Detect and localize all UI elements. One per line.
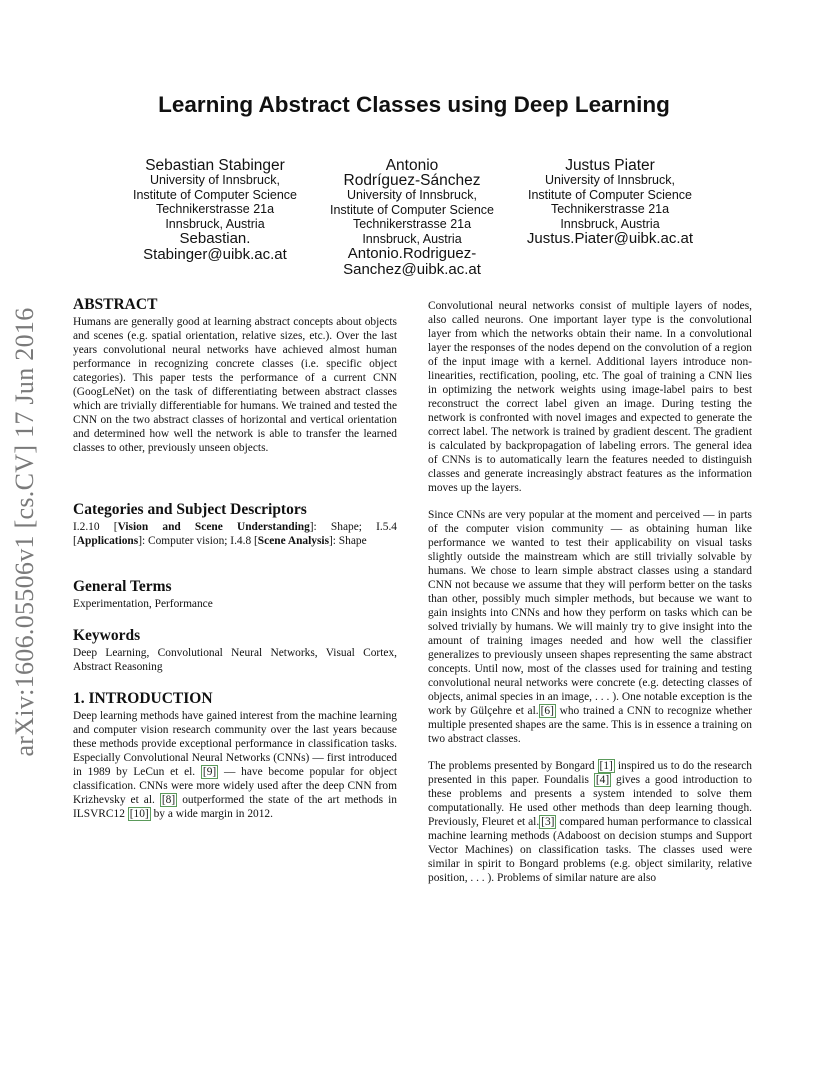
author-block-2 [312,158,512,277]
author-city: Innsbruck, Austria [165,216,265,231]
paragraph [428,508,752,746]
citation-link[interactable]: [10] [129,808,149,820]
abstract-text: Humans are generally good at learning abstract concepts about objects and scenes (e.g. spatial orientation, relative sizes, etc.). Over the last years convolutional neural networks have achieved almost human performance in recognizing concrete classes (i.e. specific object categories). This paper tests the performance of a current CNN (GoogLeNet) on the task of differentiating between abstract classes which are trivially differentiable for humans. We trained and tested the CNN on the two abstract classes of horizontal and vertical orientation and determined how well the network is able to transfer the learned classes to other, previously unseen objects. [73,316,397,454]
author-name: Antonio [385,157,439,174]
citation-link[interactable]: [9] [202,766,217,778]
categories-section [73,501,397,548]
bold-span: Applications [76,535,139,547]
text-span: by a wide margin in 2012. [150,808,273,820]
author-city: Innsbruck, Austria [362,231,462,246]
author-city: Innsbruck, Austria [560,216,660,231]
section-heading: ABSTRACT [73,296,158,313]
author-street: Technikerstrasse 21a [352,217,472,231]
categories-text [73,520,397,548]
introduction-text [73,709,397,821]
citation-link[interactable]: [4] [595,774,610,786]
author-email: Sanchez@uibk.ac.at [343,260,481,278]
author-name: Sebastian Stabinger [145,157,285,174]
abstract-section [73,296,397,455]
paragraph [428,759,752,885]
text-span: The problems presented by Bongard [428,760,598,772]
bold-span: Vision and Scene Understanding [117,521,310,533]
right-column [428,299,752,885]
section-heading: Keywords [73,627,141,644]
text-span: Since CNNs are very popular at the moment and perceived — in parts of the computer vision community — as obtaining human like performance we wanted to test their applicability on visual tasks slightly outside the mainstream which are still trivially solvable by humans. We chose to learn simple abstract classes using a standard CNN not because we assume that they will perform better on the tasks than other, possibly much simpler methods, but because we want to gain insights into CNNs and how they perform on tasks which can be solved trivially by humans. We will mainly try to give insight into the amount of training images needed and how well the classifier generalizes to previously unseen shapes representing the same abstract concepts. Until now, most of the classes used for training and testing convolutional neural networks were concrete (e.g. detecting classes of objects, animal species in an image, . . . ). One notable exception is the work by Gülçehre et al. [428,509,752,717]
citation-link[interactable]: [8] [161,794,176,806]
author-email: Stabinger@uibk.ac.at [143,245,287,263]
author-name: Justus Piater [565,157,655,174]
author-street: Technikerstrasse 21a [550,202,670,216]
author-name: Rodríguez-Sánchez [343,172,481,189]
text-span: compared human performance to classical machine learning methods (Adaboost on decision stumps and Support Vector Machines) on classification tasks. The classes used were similar in spirit to Bongard problems (e.g. object similarity, relative position, . . . ). Problems of similar nature are also [428,816,752,884]
keywords-section [73,627,397,674]
author-email: Sebastian. [179,230,251,247]
author-affiliation: Institute of Computer Science [330,202,494,217]
author-affiliation: University of Innsbruck, [347,188,477,202]
keywords-text: Deep Learning, Convolutional Neural Networks, Visual Cortex, Abstract Reasoning [73,647,397,673]
text-span: outperformed the state of the art methods in ILSVRC12 [73,794,397,820]
citation-link[interactable]: [3] [541,816,555,828]
citation-link[interactable]: [6] [540,705,554,717]
text-span: Deep learning methods have gained interest from the machine learning and computer vision research community over the last years because these methods provide exceptional performance in classification tasks. Especially Convolutional Neural Networks (CNNs) — first introduced in 1989 by LeCun et el. [73,710,397,778]
text-span: inspired us to do the research presented in this paper. Foundalis [428,760,752,786]
citation-link[interactable]: [1] [599,760,613,772]
general-terms-section [73,578,397,611]
author-affiliation: Institute of Computer Science [133,187,297,202]
bold-span: Scene Analysis [257,535,329,547]
author-email: Justus.Piater@uibk.ac.at [526,230,694,247]
author-affiliation: Institute of Computer Science [528,187,692,202]
author-street: Technikerstrasse 21a [155,202,275,216]
paper-title: Learning Abstract Classes using Deep Learning [158,92,670,117]
text-span: ]: Shape; I.5.4 [ [73,521,397,547]
paragraph: Convolutional neural networks consist of multiple layers of nodes, also called neurons. One important layer type is the convolutional layer from which the networks obtain their name. In a convolutional layer the responses of the nodes depend on the convolution of a region of the input image with a kernel. Additional layers introduce non-linearities, rectification, pooling, etc. The goal of training a CNN lies in optimizing the network weights using image-label pairs to best reconstruct the correct label given an image. During testing the network is confronted with novel images and expected to generate the correct label. The network is trained by gradient descent. The gradient is calculated by backpropagation of labeling errors. The general idea of CNNs is to automatically learn the features needed to distinguish classes and generate increasingly abstract features as the information moves up the layers. [428,300,752,494]
text-span: who trained a CNN to recognize whether multiple presented shapes are the same. This is in essence a training on two abstract classes. [428,705,752,745]
section-heading: General Terms [73,578,172,595]
text-span: ]: Computer vision; I.4.8 [ [138,535,258,547]
author-block-1 [115,158,315,262]
author-email: Antonio.Rodriguez- [347,245,477,262]
author-affiliation: University of Innsbruck, [545,173,675,187]
author-block-3 [510,158,710,247]
general-terms-text: Experimentation, Performance [73,598,213,610]
text-span: I.2.10 [ [73,521,118,533]
introduction-section [73,690,397,821]
text-span: — have become popular for object classification. CNNs were more widely used after the deep CNN from Krizhevsky et al. [73,766,397,806]
author-affiliation: University of Innsbruck, [150,173,280,187]
arxiv-stamp: arXiv:1606.05506v1 [cs.CV] 17 Jun 2016 [10,307,39,757]
text-span: gives a good introduction to these problems and presents a system intended to solve them computationally. He used other methods than deep learning though. Previously, Fleuret et al. [428,774,752,828]
section-heading: 1. INTRODUCTION [73,690,213,707]
text-span: ]: Shape [329,535,367,547]
section-heading: Categories and Subject Descriptors [73,501,307,518]
